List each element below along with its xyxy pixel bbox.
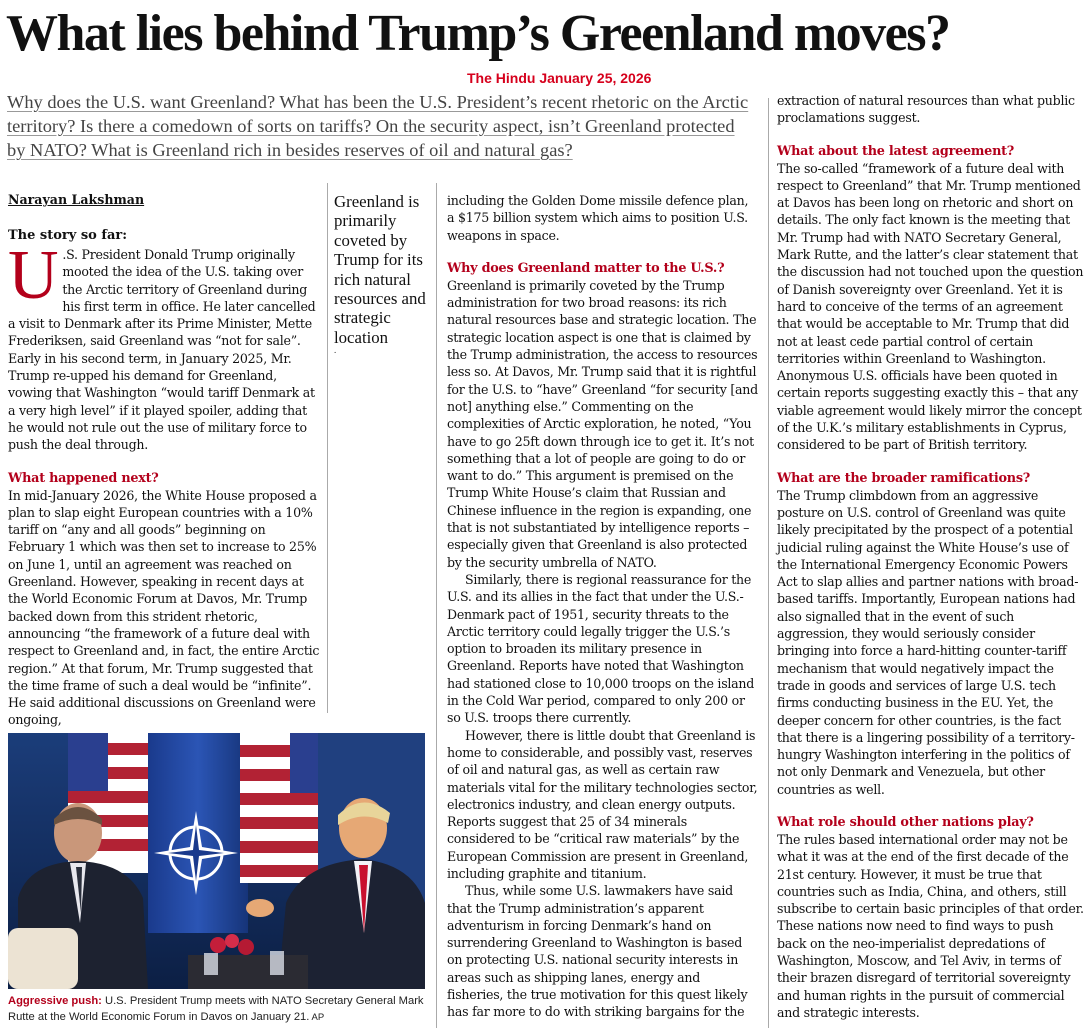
byline: Narayan Lakshman	[8, 192, 145, 207]
paragraph-matter-3: However, there is little doubt that Greenland is home to considerable, and possibly vast, reserves of oil and natural gas, as well as certain raw materials vital for the military technologies sector, electronics industry, and clean energy outputs. Reports suggest that 25 of 34 minerals considered to be “critical raw materials” by the European Commission are present in Greenland, including graphite and titanium.	[447, 727, 758, 881]
paragraph-role-of-nations: The rules based international order may not be what it was at the end of the first decade of the 21st century. However, it must be true that countries such as India, China, and others, still subscribe to certain basic principles of that order. These nations now need to find ways to push back on the neo-imperialist depredations of Washington, Moscow, and Tel Aviv, in terms of their brazen disregard of territorial sovereignty and human rights in the pursuit of commercial and strategic interests.	[777, 831, 1084, 1020]
paragraph-latest-agreement: The so-called “framework of a future deal with respect to Greenland” that Mr. Trump mentioned at Davos has been long on rhetoric and short on details. The only fact known is the meeting that Mr. Trump had with NATO Secretary General, Mark Rutte, and the latter’s clear statement that the discussion had not touched upon the question of Danish sovereignty over Greenland. Yet it is hard to conceive of the terms of an agreement that would be acceptable to Mr. Trump that did not at least cede partial control of certain territories within Greenland to Washington. Anonymous U.S. officials have been quoted in certain reports suggesting exactly this – that any viable agreement would likely mirror the concept of the U.K.’s military establishments in Cyprus, considered to be part of British territory.	[777, 160, 1084, 453]
intro-paragraph	[8, 237, 321, 454]
photo-illustration	[8, 733, 425, 989]
pull-quote-dot: .	[334, 345, 337, 356]
caption-text: U.S. President Trump meets with NATO Secretary General Mark Rutte at the World Economic Forum in Davos on January 21.	[8, 995, 424, 1023]
photo-trump-rutte	[8, 733, 425, 989]
column-rule-3	[768, 98, 769, 1028]
column-rule-2	[436, 183, 437, 1028]
pull-quote	[334, 192, 430, 356]
photo-caption	[8, 994, 425, 1025]
column-3	[777, 92, 1084, 1021]
paragraph-matter-4: Thus, while some U.S. lawmakers have said that the Trump administration’s apparent adventurism in forcing Denmark’s hand on surrendering Greenland to Washington is based on protecting U.S. national security interests in areas such as shipping lanes, energy and fisheries, the true motivation for this quest likely has far more to do with striking bargains for the	[447, 883, 748, 1020]
heading-what-happened-next: What happened next?	[8, 470, 159, 486]
source-line: The Hindu January 25, 2026	[467, 70, 652, 86]
heading-broader-ramifications: What are the broader ramifications?	[777, 470, 1031, 486]
caption-credit: AP	[309, 1011, 325, 1023]
paragraph-continued: including the Golden Dome missile defence plan, a $175 billion system which aims to position U.S. weapons in space.	[447, 193, 749, 243]
intro-text: .S. President Donald Trump originally mooted the idea of the U.S. taking over the Arctic territory of Greenland during his first term in office. He later cancelled a visit to Denmark after its Prime Minister, Mette Frederiksen, said Greenland was “not for sale”. Early in his second term, in January 2025, Mr. Trump re-upped his demand for Greenland, vowing that Washington “would tariff Denmark at a very high level” if it played spoiler, adding that he would not rule out the use of military force to push the deal through.	[8, 247, 316, 453]
heading-role-of-nations: What role should other nations play?	[777, 814, 1034, 830]
heading-why-greenland-matters: Why does Greenland matter to the U.S.?	[447, 260, 725, 276]
deck	[7, 90, 752, 162]
column-2	[447, 192, 758, 1021]
pull-quote-text: Greenland is primarily coveted by Trump for its rich natural resources and strategic location	[334, 192, 426, 347]
paragraph-broader-ramifications: The Trump climbdown from an aggressive posture on U.S. control of Greenland was quite likely precipitated by the prospect of a potential judicial ruling against the White House’s use of the International Emergency Economic Powers Act to slap allies and partner nations with broad-based tariffs. Importantly, European nations had also signalled that in the event of such aggression, they would seriously consider bringing into force a hard-hitting counter-tariff mechanism that would negatively impact the trade in goods and services of large U.S. tech firms conducting business in the EU. Yet, the deeper concern for other countries, is the fact that there is a lingering possibility of a territory-hungry Washington interfering in the politics of not only Denmark and Venezuela, but other countries as well.	[777, 487, 1079, 797]
heading-latest-agreement: What about the latest agreement?	[777, 143, 1015, 159]
column-rule-1	[327, 183, 328, 713]
paragraph-matter-1: Greenland is primarily coveted by the Trump administration for two broad reasons: its rich natural resources base and strategic location. The strategic location aspect is one that is claimed by the Trump administration, the access to resources less so. At Davos, Mr. Trump said that it is rightful for the U.S. to “have” Greenland “for security [and not] anything else.” Commenting on the complexities of Arctic exploration, he noted, “You have to go 25ft down through ice to get it. It’s not something that a lot of people are going to do or want to do.” This argument is premised on the Trump White House’s claim that Russian and Chinese influence in the region is expanding, one that is not substantiated by intelligence reports – especially given that Greenland is also protected by the security umbrella of NATO.	[447, 277, 758, 570]
caption-lead: Aggressive push:	[8, 995, 102, 1007]
paragraph-matter-2: Similarly, there is regional reassurance for the U.S. and its allies in the fact that under the U.S.-Denmark pact of 1951, security threats to the Arctic territory could legally trigger the U.S.’s option to broaden its military presence in Greenland. Reports have noted that Washington had stationed close to 10,000 troops on the island in the Cold War period, compared to only 200 or so U.S. troops there currently.	[447, 571, 755, 726]
drop-cap: U	[8, 237, 59, 314]
headline: What lies behind Trump’s Greenland moves?	[6, 5, 950, 62]
story-label: The story so far:	[8, 228, 128, 243]
paragraph-what-happened-next: In mid-January 2026, the White House proposed a plan to slap eight European countries with a 10% tariff on “any and all goods” beginning on February 1 which was then set to increase to 25% on June 1, until an agreement was reached on Greenland. However, speaking in recent days at the World Economic Forum at Davos, Mr. Trump backed down from this strident rhetoric, announcing “the framework of a future deal with respect to Greenland and, in fact, the entire Arctic region.” At that forum, Mr. Trump suggested that the time frame of such a deal would be “infinite”. He said additional discussions on Greenland were ongoing,	[8, 487, 320, 728]
deck-text: Why does the U.S. want Greenland? What has been the U.S. President’s recent rhetoric on the Arctic territory? Is there a comedown of sorts on tariffs? On the security aspect, isn’t Greenland protected by NATO? What is Greenland rich in besides reserves of oil and natural gas?	[7, 92, 749, 160]
column-1	[8, 237, 321, 729]
paragraph-continued-col3: extraction of natural resources than what public proclamations suggest.	[777, 93, 1075, 126]
